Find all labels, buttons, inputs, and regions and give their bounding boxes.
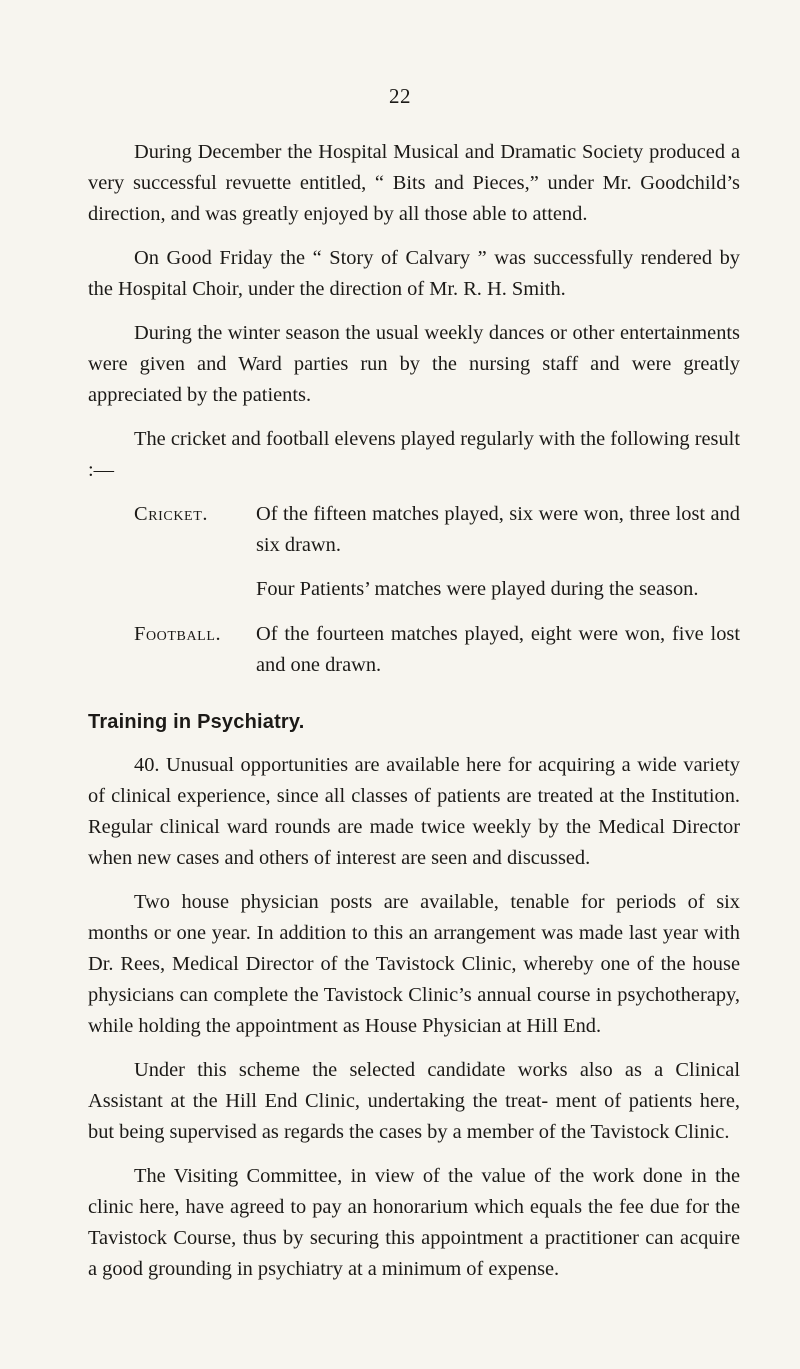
page-number: 22 (389, 84, 411, 108)
football-label: Football. (134, 623, 222, 645)
cricket-matches-text: Of the fifteen matches played, six were won, three lost and six drawn. (256, 503, 740, 556)
football-details (244, 619, 740, 681)
paragraph-honorarium: The Visiting Committee, in view of the value of the work done in the clinic here, have agreed to pay an honorarium which equals the fee due for the Tavistock Course, thus by securing this appointment a practitioner can acquire a good grounding in psychiatry at a minimum of expense. (88, 1165, 740, 1280)
paragraph-winter-entertainments: During the winter season the usual weekly dances or other entertainments were given and Ward parties run by the nursing staff and were greatly appreciated by the patients. (88, 322, 740, 406)
report-body (88, 137, 740, 1298)
cricket-result (88, 499, 740, 605)
football-matches-text: Of the fourteen matches played, eight were won, five lost and one drawn. (256, 623, 740, 676)
paragraph-musical-society: During December the Hospital Musical and Dramatic Society produced a very successful revuette entitled, “ Bits and Pieces,” under Mr. Goodchild’s direction, and was greatly enjoyed by all those able to attend. (88, 141, 740, 225)
cricket-details (244, 499, 740, 605)
section-heading: Training in Psychiatry. (88, 711, 305, 733)
paragraph-sports-intro: The cricket and football elevens played regularly with the following result :— (88, 428, 740, 481)
cricket-label: Cricket. (134, 503, 209, 525)
football-result (88, 619, 740, 681)
cricket-patients-matches-text: Four Patients’ matches were played during the season. (256, 578, 699, 600)
paragraph-house-physician-posts: Two house physician posts are available, tenable for periods of six months or one year. In addition to this an arrangement was made last year with Dr. Rees, Medical Director of the Tavistock Clinic, whereby one of the house physicians can complete the Tavistock Clinic’s annual course in psychotherapy, while holding the appointment as House Physician at Hill End. (88, 891, 740, 1037)
paragraph-scheme: Under this scheme the selected candidate works also as a Clinical Assistant at the Hill End Clinic, undertaking the treat- ment of patients here, but being supervised as regards the cases by a member of the Tavistock Clinic. (88, 1059, 740, 1143)
paragraph-opportunities: 40. Unusual opportunities are available here for acquiring a wide variety of clinical experience, since all classes of patients are treated at the Institution. Regular clinical ward rounds are made twice weekly by the Medical Director when new cases and others of interest are seen and discussed. (88, 754, 740, 869)
paragraph-good-friday: On Good Friday the “ Story of Calvary ” was successfully rendered by the Hospital Choir, under the direction of Mr. R. H. Smith. (88, 247, 740, 300)
